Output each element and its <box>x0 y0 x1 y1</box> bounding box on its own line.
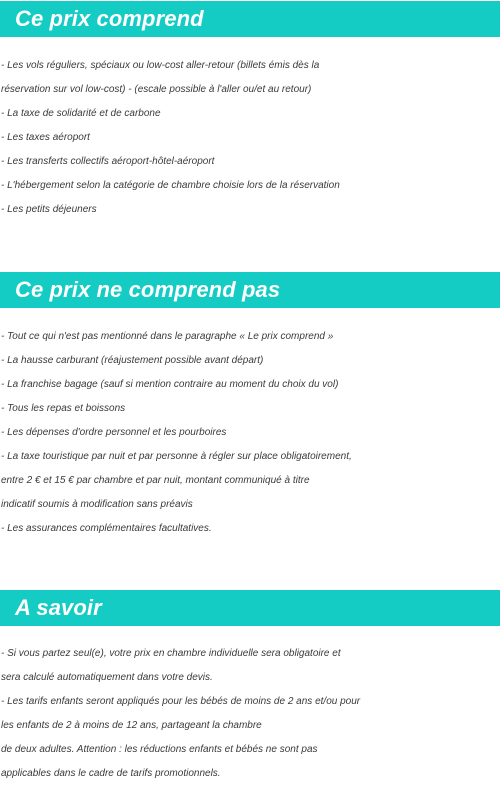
text-line: applicables dans le cadre de tarifs promotionnels. <box>1 768 221 779</box>
text-line: - Les vols réguliers, spéciaux ou low-cost aller-retour (billets émis dès la <box>1 60 320 71</box>
section-title: Ce prix comprend <box>15 6 204 31</box>
text-line: réservation sur vol low-cost) - (escale possible à l'aller ou/et au retour) <box>1 84 312 95</box>
text-line: - Les dépenses d'ordre personnel et les pourboires <box>1 427 227 438</box>
text-line: - Les transferts collectifs aéroport-hôtel-aéroport <box>1 156 215 167</box>
text-line: les enfants de 2 à moins de 12 ans, partageant la chambre <box>1 720 262 731</box>
text-line: - Tout ce qui n'est pas mentionné dans le paragraphe « Le prix comprend » <box>1 331 334 342</box>
section-text <box>0 642 500 786</box>
section-title: A savoir <box>15 595 102 620</box>
text-line: - Tous les repas et boissons <box>1 403 126 414</box>
text-line: sera calculé automatiquement dans votre devis. <box>1 672 213 683</box>
text-line: - La taxe de solidarité et de carbone <box>1 108 161 119</box>
text-line: - La hausse carburant (réajustement possible avant départ) <box>1 355 264 366</box>
text-line: - La taxe touristique par nuit et par personne à régler sur place obligatoirement, <box>1 451 352 462</box>
text-line: - Les petits déjeuners <box>1 204 97 215</box>
text-line: entre 2 € et 15 € par chambre et par nuit, montant communiqué à titre <box>1 475 310 486</box>
text-line: - Si vous partez seul(e), votre prix en chambre individuelle sera obligatoire et <box>1 648 341 659</box>
section-header <box>0 1 500 37</box>
section-text <box>0 325 500 541</box>
text-line: - Les tarifs enfants seront appliqués pour les bébés de moins de 2 ans et/ou pour <box>1 696 361 707</box>
text-line: - La franchise bagage (sauf si mention contraire au moment du choix du vol) <box>1 379 339 390</box>
text-line: de deux adultes. Attention : les réductions enfants et bébés ne sont pas <box>1 744 318 755</box>
section-title: Ce prix ne comprend pas <box>15 277 281 302</box>
section-header <box>0 272 500 308</box>
text-line: - Les taxes aéroport <box>1 132 90 143</box>
section-good-to-know <box>0 590 500 786</box>
text-line: indicatif soumis à modification sans préavis <box>1 499 193 510</box>
section-text <box>0 54 500 222</box>
section-header <box>0 590 500 626</box>
section-price-includes <box>0 1 500 222</box>
text-line: - Les assurances complémentaires facultatives. <box>1 523 212 534</box>
text-line: - L'hébergement selon la catégorie de chambre choisie lors de la réservation <box>1 180 340 191</box>
section-price-excludes <box>0 272 500 541</box>
